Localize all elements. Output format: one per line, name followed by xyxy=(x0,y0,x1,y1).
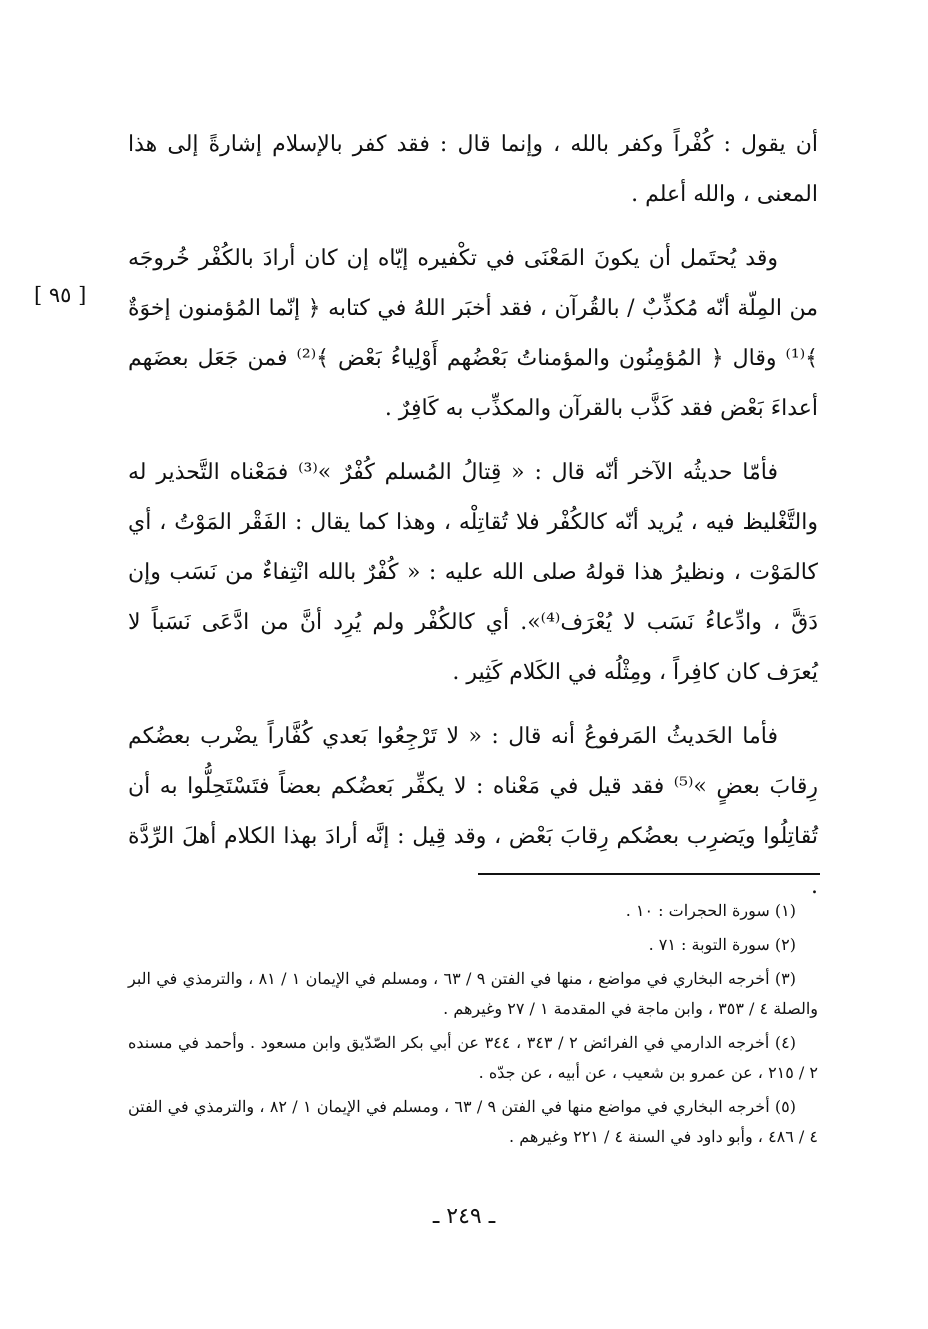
footnote-3: (٣) أخرجه البخاري في مواضع ، منها في الفتن ٩ / ٦٣ ، ومسلم في الإيمان ١ / ٨١ ، والترمذي في البر والصلة ٤ / ٣٥٣ ، وابن ماجة في المقدمة ١ / ٢٧ وغيرهم . xyxy=(128,969,818,1018)
page-number: ـ ٢٤٩ ـ xyxy=(432,1204,496,1229)
paragraph-2: وقد يُحتَمل أن يكونَ المَعْنَى في تكْفيره إيّاه إن كان أرادَ بالكُفْر خُروجَه من المِلّة أنّه مُكذِّبٌ / بالقُرآن ، فقد أخبَر اللهُ في كتابه ﴿ إنّما المُؤمنون إخوَةٌ ﴾⁽¹⁾ وقال ﴿ المُؤمِنُون والمؤمناتُ بَعْضُهم أَوْلِياءُ بَعْض ﴾⁽²⁾ فمن جَعَل بعضَهم أعداءَ بَعْض فقد كَذَّب بالقرآن والمكذِّب به كَافِرٌ . xyxy=(128,246,818,421)
footnote-5: (٥) أخرجه البخاري في مواضع منها في الفتن ٩ / ٦٣ ، ومسلم في الإيمان ١ / ٨٢ ، والترمذي في الفتن ٤ / ٤٨٦ ، وأبو داود في السنة ٤ / ٢٢١ وغيرهم . xyxy=(128,1097,818,1146)
footnote-1: (١) سورة الحجرات : ١٠ . xyxy=(625,901,796,920)
margin-page-reference: [ ٩٥ ] xyxy=(34,283,87,307)
footnote-4: (٤) أخرجه الدارمي في الفرائض ٢ / ٣٤٣ ، ٣٤٤ عن أبي بكر الصّدّيق وابن مسعود . وأحمد في مسنده ٢ / ٢١٥ ، عن عمرو بن شعيب ، عن أبيه ، عن جدّه . xyxy=(128,1033,818,1082)
footnote-2: (٢) سورة التوبة : ٧١ . xyxy=(648,935,796,954)
paragraph-4: فأما الحَديثُ المَرفوعُ أنه قال : « لا تَرْجِعُوا بَعدي كُفَّاراً يضْرب بعضُكم رِقابَ بعضٍ »⁽⁵⁾ فقد قيل في مَعْناه : لا يكفِّر بَعضُكم بعضاً فتَسْتَحِلُّوا به أن تُقاتِلُوا ويَضرِب بعضُكم رِقابَ بَعْض ، وقد قِيل : إنَّه أرادَ بهذا الكلام أهلَ الرِّدَّة . xyxy=(128,724,819,899)
footnote-separator xyxy=(478,873,820,875)
main-text xyxy=(128,120,818,926)
footnotes xyxy=(128,896,818,1156)
paragraph-3: فأمّا حديثُه الآخر أنّه قال : « قِتالُ المُسلم كُفْرٌ »⁽³⁾ فمَعْناه التَّحذير له والتَّغْليظ فيه ، يُريد أنّه كالكُفْر فلا تُقاتِلْه ، وهذا كما يقال : الفَقْر المَوْتُ ، أي كالمَوْت ، ونظيرُ هذا قولهُ صلى الله عليه : « كُفْرٌ بالله انْتِفاءٌ من نَسَب وإن دَقَّ ، وادِّعاءُ نَسَب لا يُعْرَف⁽⁴⁾». أي كالكُفْر ولم يُرِد أنَّ من ادَّعَى نَسَباً لا يُعرَف كان كافِراً ، ومِثْلُه في الكَلام كَثِير . xyxy=(128,460,819,685)
paragraph-1: أن يقول : كُفْراً وكفر بالله ، وإنما قال : فقد كفر بالإسلام إشارةً إلى هذا المعنى ، والله أعلم . xyxy=(128,132,818,207)
